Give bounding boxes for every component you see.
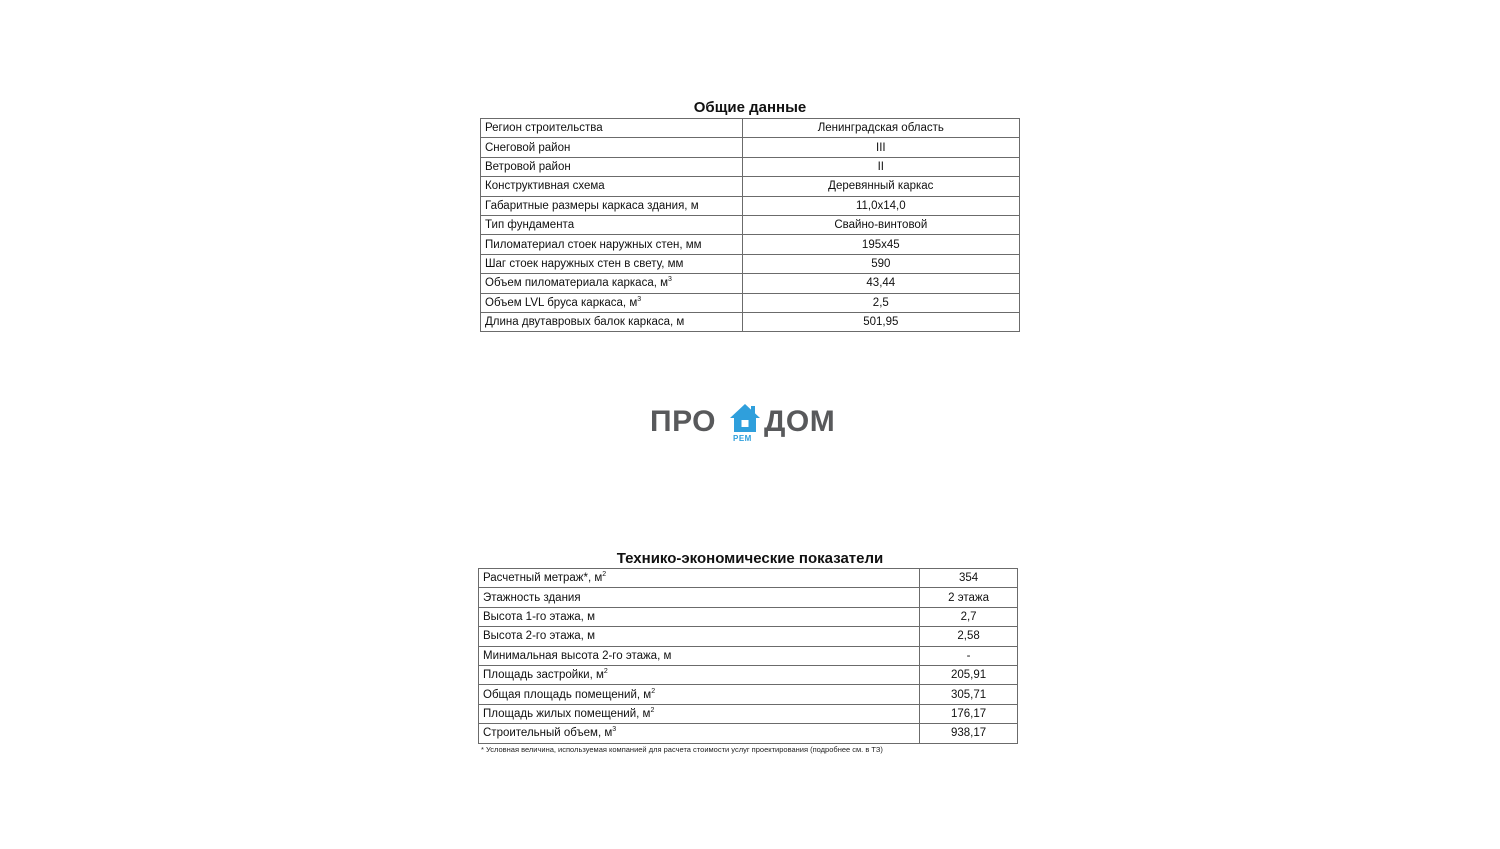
- company-logo: [650, 402, 850, 448]
- logo-word-left: ПРО: [650, 405, 717, 438]
- house-icon: [729, 402, 761, 434]
- table-row: [481, 177, 1020, 196]
- row-label: Габаритные размеры каркаса здания, м: [481, 196, 743, 215]
- logo-sub-label: РЕМ: [733, 434, 752, 443]
- row-value: Свайно-винтовой: [742, 215, 1019, 234]
- logo-word-right: ДОМ: [764, 405, 836, 438]
- row-label: Пиломатериал стоек наружных стен, мм: [481, 235, 743, 254]
- row-label: Тип фундамента: [481, 215, 743, 234]
- row-label: Шаг стоек наружных стен в свету, мм: [481, 254, 743, 273]
- table-row: [481, 274, 1020, 293]
- table-row: [479, 569, 1018, 588]
- tep-title: Технико-экономические показатели: [616, 550, 884, 567]
- row-value: 195х45: [742, 235, 1019, 254]
- row-value: 2,5: [742, 293, 1019, 312]
- table-row: [481, 119, 1020, 138]
- row-value: 305,71: [920, 685, 1018, 704]
- general-data-title: Общие данные: [693, 99, 807, 116]
- row-value: III: [742, 138, 1019, 157]
- table-row: [481, 235, 1020, 254]
- row-label: Расчетный метраж*, $м^2$: [479, 569, 920, 588]
- table-row: [479, 607, 1018, 626]
- table-row: [479, 627, 1018, 646]
- table-row: [479, 665, 1018, 684]
- row-label: Этажность здания: [479, 588, 920, 607]
- table-row: [481, 215, 1020, 234]
- table-row: [479, 704, 1018, 723]
- table-row: [481, 138, 1020, 157]
- row-value: 205,91: [920, 665, 1018, 684]
- row-value: 501,95: [742, 312, 1019, 331]
- row-value: -: [920, 646, 1018, 665]
- row-value: 11,0х14,0: [742, 196, 1019, 215]
- row-value: Деревянный каркас: [742, 177, 1019, 196]
- table-row: [479, 724, 1018, 743]
- row-value: 590: [742, 254, 1019, 273]
- row-label: Строительный объем, $м^3$: [479, 724, 920, 743]
- table-row: [481, 293, 1020, 312]
- table-row: [479, 685, 1018, 704]
- table-row: [481, 312, 1020, 331]
- row-value: II: [742, 157, 1019, 176]
- row-value: Ленинградская область: [742, 119, 1019, 138]
- table-row: [481, 157, 1020, 176]
- row-value: 2 этажа: [920, 588, 1018, 607]
- row-value: 176,17: [920, 704, 1018, 723]
- row-label: Длина двутавровых балок каркаса, м: [481, 312, 743, 331]
- table-row: [481, 254, 1020, 273]
- row-label: Общая площадь помещений, $м^2$: [479, 685, 920, 704]
- row-label: Объем пиломатериала каркаса, $м^3$: [481, 274, 743, 293]
- row-label: Площадь застройки, $м^2$: [479, 665, 920, 684]
- general-data-table: [480, 118, 1020, 332]
- row-value: 43,44: [742, 274, 1019, 293]
- row-value: 938,17: [920, 724, 1018, 743]
- tep-table: [478, 568, 1018, 744]
- row-label: Конструктивная схема: [481, 177, 743, 196]
- row-value: 2,7: [920, 607, 1018, 626]
- row-value: 354: [920, 569, 1018, 588]
- row-label: Ветровой район: [481, 157, 743, 176]
- footnote: * Условная величина, используемая компанией для расчета стоимости услуг проектирования (подробнее см. в ТЗ): [481, 745, 883, 754]
- table-row: [479, 646, 1018, 665]
- table-row: [481, 196, 1020, 215]
- table-row: [479, 588, 1018, 607]
- row-label: Минимальная высота 2-го этажа, м: [479, 646, 920, 665]
- row-label: Объем LVL бруса каркаса, $м^3$: [481, 293, 743, 312]
- row-label: Площадь жилых помещений, $м^2$: [479, 704, 920, 723]
- row-value: 2,58: [920, 627, 1018, 646]
- row-label: Высота 2-го этажа, м: [479, 627, 920, 646]
- row-label: Высота 1-го этажа, м: [479, 607, 920, 626]
- row-label: Регион строительства: [481, 119, 743, 138]
- row-label: Снеговой район: [481, 138, 743, 157]
